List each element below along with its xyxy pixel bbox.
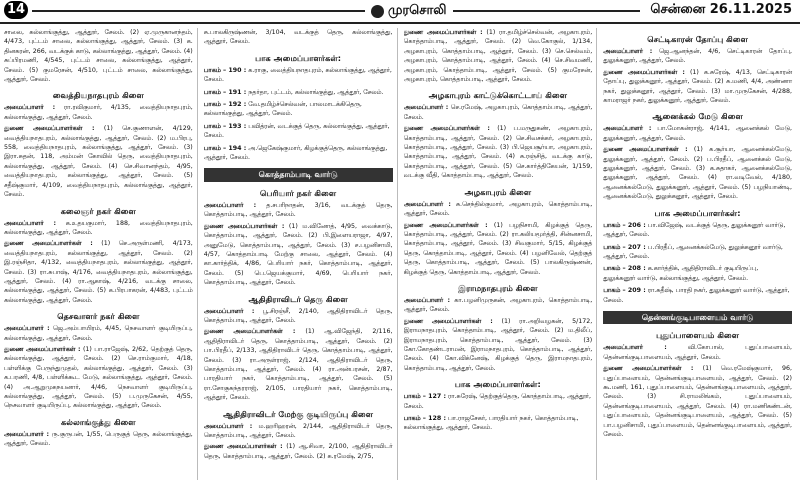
paragraph-text: (1) பழநிசாமி, கிழக்குத் தெரு, கொத்தாம்பாடி, ஆத்தூர், சேலம். (2) ரா.கலியமூர்த்தி, சின்னசாமி, கொத்தாம்பாடி, ஆத்தூர், சேலம். (3) சிவகுமார், 5/15, கிழக்குத் தெரு, கொத்தாம்பாடி, ஆத்தூர், சேலம். (4) பழனிவேல், தெற்குத் தெரு, கொத்தாம்பாடி, ஆத்தூர், சேலம். (5) பாலகிருஷ்ணன், கிழக்குத் தெரு, கொத்தாம்பாடி, ஆத்தூர், சேலம்.: [403, 221, 593, 276]
section-heading: ஆனைக்கல் மேடு கிளை: [652, 111, 743, 122]
newspaper-logo-icon: [371, 5, 384, 18]
paragraph: [603, 124, 792, 143]
section-heading: ஆதிதிராவிடர் தெரு கிளை: [248, 293, 348, 304]
booth-text: நதர்தா, புட்டம், கல்லாங்குத்து, ஆத்தூர், சேலம்.: [248, 88, 384, 96]
paragraph-text: சு.செந்தில்குமார், அழகாபுரம், கொத்தாம்பாடி, ஆத்தூர், சேலம்.: [403, 200, 593, 218]
section-heading: கல்லாங்குத்து கிளை: [61, 416, 136, 427]
paragraph-text: பூ.சிரஞ்சீ, 2/140, ஆதிதிராவிடர் தெரு, கொத்தாம்பாடி, ஆத்தூர், சேலம்.: [203, 307, 393, 324]
role-label: அமைப்பாளர் :: [4, 104, 56, 112]
booth-text: பா.விஜேஷ், வடக்குத் தெரு, துலுக்கனூர் வார்டு, ஆத்தூர், சேலம்.: [603, 221, 786, 239]
paragraph: [204, 327, 393, 402]
paragraph-text: (1) செ.அருள்மணி, 4/173, வைத்தியநாதபுரம், கல்லாங்குத்து, ஆத்தூர், சேலம். (2) இ.ரஞ்சிதா, 4/132, வைத்தியநாதபுரம், கல்லாங்குத்து, ஆத்தூர், சேலம். (3) ரா.சுபாஷ், 4/176, வைத்தியநாதபுரம், கல்லாங்குத்து, ஆத்தூர், சேலம். (4) ரா.ஆகாஷ், 4/216, வடக்கு சாலை, கல்லாங்குத்து, ஆத்தூர், சேலம். (5) க.பிரபாகரன், 4/483, புட்டம் கல்லாங்குத்து, ஆத்தூர், சேலம்.: [4, 240, 193, 304]
section-heading: வைத்தியநாதபுரம் கிளை: [52, 90, 144, 101]
paragraph: [4, 124, 193, 199]
booth-entry: [204, 88, 393, 97]
section-heading: இராமநாதபுரம் கிளை: [458, 282, 538, 293]
booth-number: பாகம் – 193 :: [203, 122, 247, 130]
article-columns: [4, 28, 796, 480]
booth-text: க.ராகு, வைத்தியநாதபுரம், கல்லாங்குத்து, ஆத்தூர், சேலம்.: [203, 66, 392, 84]
paragraph-text: ரு.குருபன், 1/55, பெருகுத் தெரு, கல்லாங்குத்து, ஆத்தூர், சேலம்.: [4, 430, 193, 448]
role-label: அமைப்பாளர் :: [403, 200, 451, 208]
booth-heading: பாக அமைப்பாளர்கள்:: [255, 52, 342, 63]
paragraph-text: (1) ப.மருதுகண், அழகாபுரம், கொத்தாம்பாடி, ஆத்தூர், சேலம். (2) செ.சிவசக்கர், அழகாபுரம், கொத்தாம்பாடி, ஆத்தூர், சேலம். (3) பி.ஜெயசூர்யா, அழகாபுரம், கொத்தாம்பாடி, ஆத்தூர், சேலம். (4) சு.ரஞ்சித், வடக்கு காடு, கொத்தாம்பாடி, ஆத்தூர், சேலம். (5) செ.கார்த்திகேயன், 1/159, வடக்கு வீதி, கொத்தாம்பாடி, ஆத்தூர், சேலம்.: [403, 125, 593, 180]
booth-text: ப.பிரதீப், ஆனைக்கல்மேடு, துலுக்கனூர் வார்டு, ஆத்தூர், சேலம்.: [603, 243, 783, 260]
booth-text: க.கார்த்திக், ஆதிதிராவிடர் குடியிருப்பு, துலுக்கனூர் வார்டு, கல்லாங்குத்து, ஆத்தூர், சேலம்.: [603, 265, 759, 282]
paragraph-text: ம.ஹரிஹரன், 2/144, ஆதிதிராவிடர் தெரு, கொத்தாம்பாடி, ஆத்தூர், சேலம்.: [203, 422, 393, 439]
role-label: துணை அமைப்பாளர்கள் :: [4, 345, 81, 353]
booth-entry: [204, 144, 393, 163]
booth-number: பாகம் – 127 :: [403, 393, 446, 401]
paragraph: [4, 239, 193, 305]
column-3: [404, 28, 598, 480]
role-label: அமைப்பாளர் :: [603, 125, 652, 133]
column-1: [4, 28, 198, 480]
section-heading: செட்டிகாரன் தோப்பு கிளை: [647, 34, 749, 44]
paragraph: [603, 343, 792, 362]
paragraph-text: (1) ரா.தமிழ்ச்செல்வன், அழகாபுரம், கொத்தாம்பாடி, ஆத்தூர், சேலம். (2) வெ.கோகுல், 1/134, அழகாபுரம், கொத்தாம்பாடி, ஆத்தூர், சேலம். (3) செ.செல்வம், அழகாபுரம், கொத்தாம்பாடி, ஆத்தூர், சேலம். (4) செ.சிவமணி, அழகாபுரம், கொத்தாம்பாடி, ஆத்தூர், சேலம். (5) குமரேசன், அழகாபுரம், கொத்தாம்பாடி, ஆத்தூர், சேலம்.: [403, 29, 593, 84]
paragraph: [4, 219, 193, 238]
paragraph: [204, 442, 393, 461]
booth-entry: [404, 414, 593, 433]
booth-number: பாகம் – 206 :: [603, 221, 646, 229]
paragraph: [603, 364, 792, 439]
paragraph-text: (1) ஆ.விஜேந்தி, 2/116, ஆதிதிராவிடர் தெரு, கொத்தாம்பாடி, ஆத்தூர், சேலம். (2) பா.பிரதீப், 2/133, ஆதிதிராவிடர் தெரு, கொத்தாம்பாடி, ஆத்தூர், சேலம். (3) ரா.அருள்ராஜ், 2/124, ஆதிதிராவிடர் தெரு, கொத்தாம்பாடி, ஆத்தூர், சேலம். (4) ரா.அன்பரசன், 2/87, பாரதியார் நகர், கொத்தாம்பாடி, ஆத்தூர், சேலம். (5) ரா.சோகுசுந்தரராஜ், 2/105, பாரதியார் நகர், கொத்தாம்பாடி, ஆத்தூர், சேலம்.: [203, 328, 393, 402]
booth-entry: [603, 264, 792, 283]
page-header: [0, 0, 800, 24]
section-heading: புதுப்பாளையம் கிளை: [656, 330, 740, 341]
paragraph-text: (1) ஆ.சிவா, 2/100, ஆதிதிராவிடர் தெரு, கொத்தாம்பாடி, ஆத்தூர், சேலம். (2) க.ரமேஷ், 2/75,: [203, 443, 393, 460]
paragraph: [204, 307, 393, 326]
role-label: துணை அமைப்பாளர்கள் :: [4, 125, 95, 133]
role-label: அமைப்பாளர் :: [203, 422, 253, 430]
paragraph: [404, 28, 593, 84]
role-label: அமைப்பாளர் :: [4, 430, 50, 438]
paragraph: [404, 124, 593, 180]
section-heading: அழகாபுரம் காட்டுக்கொட்டாய் கிளை: [428, 90, 568, 101]
role-label: துணை அமைப்பாளர்கள் :: [603, 68, 685, 76]
paragraph-text: (1) வெ.ரமேஷ்குமார், 96, புதுப்பாளையம், தென்னங்குடிபாளையம், ஆத்தூர், சேலம். (2) கூ.மணி, 161, புதுப்பாளையம், தென்னங்குடிபாளையம், ஆத்தூர், சேலம். (3) சி.ராமலிங்கம், புதுப்பாளையம், தென்னங்குடிபாளையம், ஆத்தூர், சேலம். (4) ரா.மணிகண்டன், புதுப்பாளையம், தென்னங்குடிபாளையம், ஆத்தூர், சேலம். (5) பா.பழனிசாமி, புதுப்பாளையம், தென்னங்குடிபாளையம், ஆத்தூர், சேலம்.: [603, 365, 792, 438]
booth-heading: பாக அமைப்பாளர்கள்:: [454, 379, 541, 390]
ward-banner: கொத்தாம்பாடி வார்டு: [204, 168, 393, 181]
paragraph: [4, 345, 193, 411]
paragraph-text: கா.பழனிமுருகன், அழகாபுரம், கொத்தாம்பாடி, ஆத்தூர், சேலம்.: [403, 296, 593, 314]
header-rule: [32, 10, 640, 12]
role-label: அமைப்பாளர் :: [403, 296, 451, 304]
column-4: [603, 28, 796, 480]
paragraph: [603, 47, 792, 66]
dateline: சென்னை 26.11.2025: [650, 2, 792, 17]
paragraph: [204, 222, 393, 288]
ward-banner: தென்னங்குடிபாளையம் வார்டு: [603, 311, 792, 324]
role-label: அமைப்பாளர் :: [203, 307, 255, 315]
paragraph-text: (1) ம.வினோத், 4/95, வைக்காடு, கொத்தாம்பாடி, ஆத்தூர், சேலம். (2) பி.இளையராஜா, 4/97, அனுமேடு, கொத்தாம்பாடி, ஆத்தூர், சேலம். (3) ச.பழனிசாமி, 4/57, கொத்தாம்பாடி மேற்கு சாலை, ஆத்தூர், சேலம். (4) கா.கார்த்திக், 4/86, பெரியார் நகர், கொத்தாம்பாடி, ஆத்தூர், சேலம். (5) பெ.ஜெயக்குமார், 4/69, பெரியார் நகர், கொத்தாம்பாடி, ஆத்தூர், சேலம்.: [203, 222, 393, 287]
paragraph-text: த.சபரிநாதன், 3/16, வடக்குத் தெரு, கொத்தாம்பாடி, ஆத்தூர், சேலம்.: [203, 201, 393, 219]
booth-number: பாகம் – 208 :: [603, 265, 646, 273]
booth-entry: [404, 392, 593, 411]
booth-text: பவித்ரன், வடக்குத் தெரு, கல்லாங்குத்து, ஆத்தூர், சேலம்.: [203, 122, 390, 140]
paragraph: [404, 317, 593, 373]
booth-text: பா.ராஜசேகர், பாரதியார் நகர், கொத்தாம்பாடி, கல்லாங்குத்து, ஆத்தூர், சேலம்.: [403, 415, 579, 432]
booth-entry: [204, 66, 393, 85]
paragraph: [404, 200, 593, 219]
role-label: துணை அமைப்பாளர்கள் :: [403, 29, 483, 36]
booth-entry: [603, 221, 792, 240]
role-label: துணை அமைப்பாளர்கள் :: [403, 125, 490, 133]
role-label: துணை அமைப்பாளர்கள் :: [203, 443, 283, 451]
section-heading: ஆதிதிராவிடர் மேற்கு குடியிருப்பு கிளை: [223, 408, 374, 419]
masthead-title: முரசொலி: [388, 3, 447, 18]
role-label: துணை அமைப்பாளர்கள் :: [203, 328, 296, 336]
booth-number: பாகம் – 128 :: [403, 415, 446, 422]
paragraph-text: பா.மோகன்ராஜ், 4/141, ஆனைக்கல் மேடு, துலுக்கனூர், ஆத்தூர், சேலம்.: [603, 125, 792, 142]
booth-entry: [204, 122, 393, 141]
paragraph: [603, 68, 792, 106]
booth-number: பாகம் – 209 :: [603, 287, 646, 295]
paragraph: [4, 430, 193, 449]
paragraph: [404, 221, 593, 277]
paragraph: [404, 296, 593, 315]
booth-text: அ.ஜெகேஷ்குமார், கிழக்குத்தெரு, கல்லாங்குத்து, ஆத்தூர், சேலம்.: [203, 144, 388, 162]
section-heading: பெரியார் நகர் கிளை: [260, 187, 337, 198]
section-heading: தெசவாளர் நகர் கிளை: [57, 311, 140, 322]
role-label: அமைப்பாளர் :: [603, 48, 653, 55]
paragraph-text: (1) க.சுரேஷ், 4/13, செட்டிகாரன் தோப்பு, துலுக்கனூர், ஆத்தூர், சேலம். (2) சு.மணி, 4/4, அண்ணா நகர், துலுக்கனூர், ஆத்தூர், சேலம். (3) மா.முருகேசன், 4/288, காமராஜர் நகர், துலுக்கனூர், ஆத்தூர், சேலம்.: [603, 68, 792, 105]
booth-heading: பாக அமைப்பாளர்கள்:: [654, 207, 741, 218]
paragraph-text: செ.ரமேஷ், அழகாபுரம், கொத்தாம்பாடி, ஆத்தூர், சேலம்.: [403, 104, 593, 121]
role-label: துணை அமைப்பாளர்கள் :: [603, 146, 688, 154]
paragraph-text: (1) ரா.அறிவழகன், 5/172, இராமநாதபுரம், கொத்தாம்பாடி, ஆத்தூர், சேலம். (2) ம.திலீப், இராமநாதபுரம், கொத்தாம்பாடி, ஆத்தூர், சேலம். (3) கோ.கோதண்டராமன், இராமநாதபுரம், கொத்தாம்பாடி, ஆத்தூர், சேலம். (4) கோ.விக்னேஷ், கிழக்குத் தெரு, இராமநாதபுரம், கொத்தாம்பாடி, ஆத்தூர், சேலம்.: [403, 317, 593, 372]
paragraph: [204, 201, 393, 220]
booth-entry: [204, 100, 393, 119]
booth-text: ரா.சுரேஷ், தெற்குத்தெரு, கொத்தாம்பாடி, ஆத்தூர், சேலம்.: [403, 393, 591, 410]
paragraph-text: ஜெ.அம்பாயிரம், 4/45, நெசவாளர் குடியிருப்பு, கல்லாங்குத்து, ஆத்தூர், சேலம்.: [4, 325, 193, 342]
booth-number: பாகம் – 190 :: [203, 66, 247, 74]
booth-number: பாகம் – 207 :: [603, 243, 646, 251]
booth-text: ரா.சுதீஷ், பாரதி நகர், துலுக்கனூர் வார்டு, ஆத்தூர், சேலம்.: [603, 287, 790, 304]
paragraph: [603, 145, 792, 201]
booth-number: பாகம் – 191 :: [203, 88, 247, 96]
role-label: அமைப்பாளர் :: [4, 325, 50, 333]
column-2: [204, 28, 398, 480]
paragraph: சு.பாலகிருஷ்ணன், 3/104, வடக்குத் தெரு, கல்லாங்குத்து, ஆத்தூர், சேலம்.: [203, 29, 393, 46]
role-label: அமைப்பாளர் :: [203, 201, 257, 209]
masthead: [365, 1, 453, 21]
role-label: துணை அமைப்பாளர்கள் :: [403, 221, 488, 229]
section-heading: அழகாபுரம் கிளை: [464, 186, 532, 197]
booth-entry: [603, 243, 792, 262]
booth-text: வே.தமிழ்ச்செல்வன், பாலமாடக்கிதெரு, கல்லாங்குத்து, ஆத்தூர், சேலம்.: [203, 101, 362, 118]
role-label: அமைப்பாளர் :: [4, 219, 57, 227]
paragraph-text: ஜெ.ஆனந்தன், 4/6, செட்டிகாரன் தோப்பு, துலுக்கனூர், ஆத்தூர், சேலம்.: [603, 48, 792, 65]
booth-number: பாகம் – 192 :: [203, 101, 247, 109]
role-label: அமைப்பாளர் :: [603, 344, 667, 352]
paragraph: [204, 422, 393, 441]
paragraph-text: (1) பா.ராஜேஷ், 2/62, தெற்குத் தெரு, கல்லாங்குத்து, ஆத்தூர், சேலம். (2) செ.ராம்குமார், 4/18, பள்ளிக்கு பேருந்துமுதல், கல்லாங்குத்து, ஆத்தூர், சேலம். (3) க.பரணி, 4/8, பள்ளிக்கூட மேடு, கல்லாங்குத்து, ஆத்தூர், சேலம். (4) அ.ஆறுமுகநயனார், 4/46, நெசவாளர் குடியிருப்பு, கல்லாங்குத்து, ஆத்தூர், சேலம். (5) ப.முருகேசன், 4/55, நெசவாளர் குடியிருப்பு, கல்லாங்குத்து, ஆத்தூர், சேலம்.: [4, 345, 193, 410]
role-label: துணை அமைப்பாளர்கள் :: [4, 240, 93, 248]
paragraph-text: க.உதயகுமார், 188, வைத்தியநாதபுரம், கல்லாங்குத்து, ஆத்தூர், சேலம்.: [4, 219, 193, 236]
page-number: 14: [4, 1, 28, 19]
paragraph-text: (1) செ.குணாளன், 4/129, வைத்தியநாதபுரம், கல்லாங்குத்து, ஆத்தூர், சேலம். (2) ம.பிரபு, 558, வைத்தியநாதபுரம், கல்லாங்குத்து, ஆத்தூர், சேலம். (3) இரா.சுதன், 118, அம்மன் கோவில் தெரு, வைத்தியநாதபுரம், கல்லாங்குத்து, ஆத்தூர், சேலம். (4) செ.சிவானந்தம், 4/95, வைத்தியநாதபுரம், கல்லாங்குத்து, ஆத்தூர், சேலம். (5) சதீஷ்குமார், 4/109, வைத்தியநாதபுரம், கல்லாங்குத்து, ஆத்தூர், சேலம்.: [4, 125, 193, 199]
role-label: அமைப்பாளர் :: [403, 104, 449, 112]
paragraph: [404, 103, 593, 122]
paragraph: [4, 324, 193, 343]
role-label: துணை அமைப்பாளர்கள் :: [403, 317, 493, 325]
paragraph-text: ரா.ரவிகுமார், 4/135, வைத்தியநாதபுரம், கல்லாங்குத்து, ஆத்தூர், சேலம்.: [4, 104, 193, 121]
paragraph-text: வி.கோபால், புதுப்பாளையம், தென்னங்குடிபாளையம், ஆத்தூர், சேலம்.: [603, 344, 792, 361]
paragraph: [4, 103, 193, 122]
booth-entry: [603, 286, 792, 305]
role-label: துணை அமைப்பாளர்கள் :: [203, 222, 285, 230]
booth-number: பாகம் – 194 :: [203, 144, 247, 152]
paragraph-text: (1) க.சூர்யா, ஆனைக்கல்மேடு, துலுக்கனூர், ஆத்தூர், சேலம். (2) ப.பிரதீப், ஆனைக்கல் மேடு, துலுக்கனூர், ஆத்தூர், சேலம். (3) க.சுதாகர், ஆனைக்கல்மேடு, துலுக்கனூர், ஆத்தூர், சேலம். (4) ரா.வடிவேல், 4/180, ஆனைக்கல்மேடு, துலுக்கனூர், ஆத்தூர், சேலம். (5) பழநியாண்டி, ஆனைக்கல்மேடு, துலுக்கனூர், ஆத்தூர், சேலம்.: [603, 146, 792, 201]
section-heading: கலைஞர் நகர் கிளை: [60, 205, 136, 216]
role-label: துணை அமைப்பாளர்கள் :: [603, 365, 694, 373]
paragraph: சாலை, கல்லாங்குத்து, ஆத்தூர், சேலம். (2) ஏ.முருகானந்தம், 4/473, புட்டம் சாலை, கல்லாங்குத்து, ஆத்தூர், சேலம். (3) க. தினகரன், 266, வடக்குக் காடு, கல்லாங்குத்து, ஆத்தூர், சேலம். (4) சுப்பிரமணி, 4/545, புட்டம் சாலை, கல்லாங்குத்து, ஆத்தூர், சேலம். (5) குமரேசன், 4/510, புட்டம் சாலை, கல்லாங்குத்து, ஆத்தூர், சேலம்.: [4, 29, 193, 84]
